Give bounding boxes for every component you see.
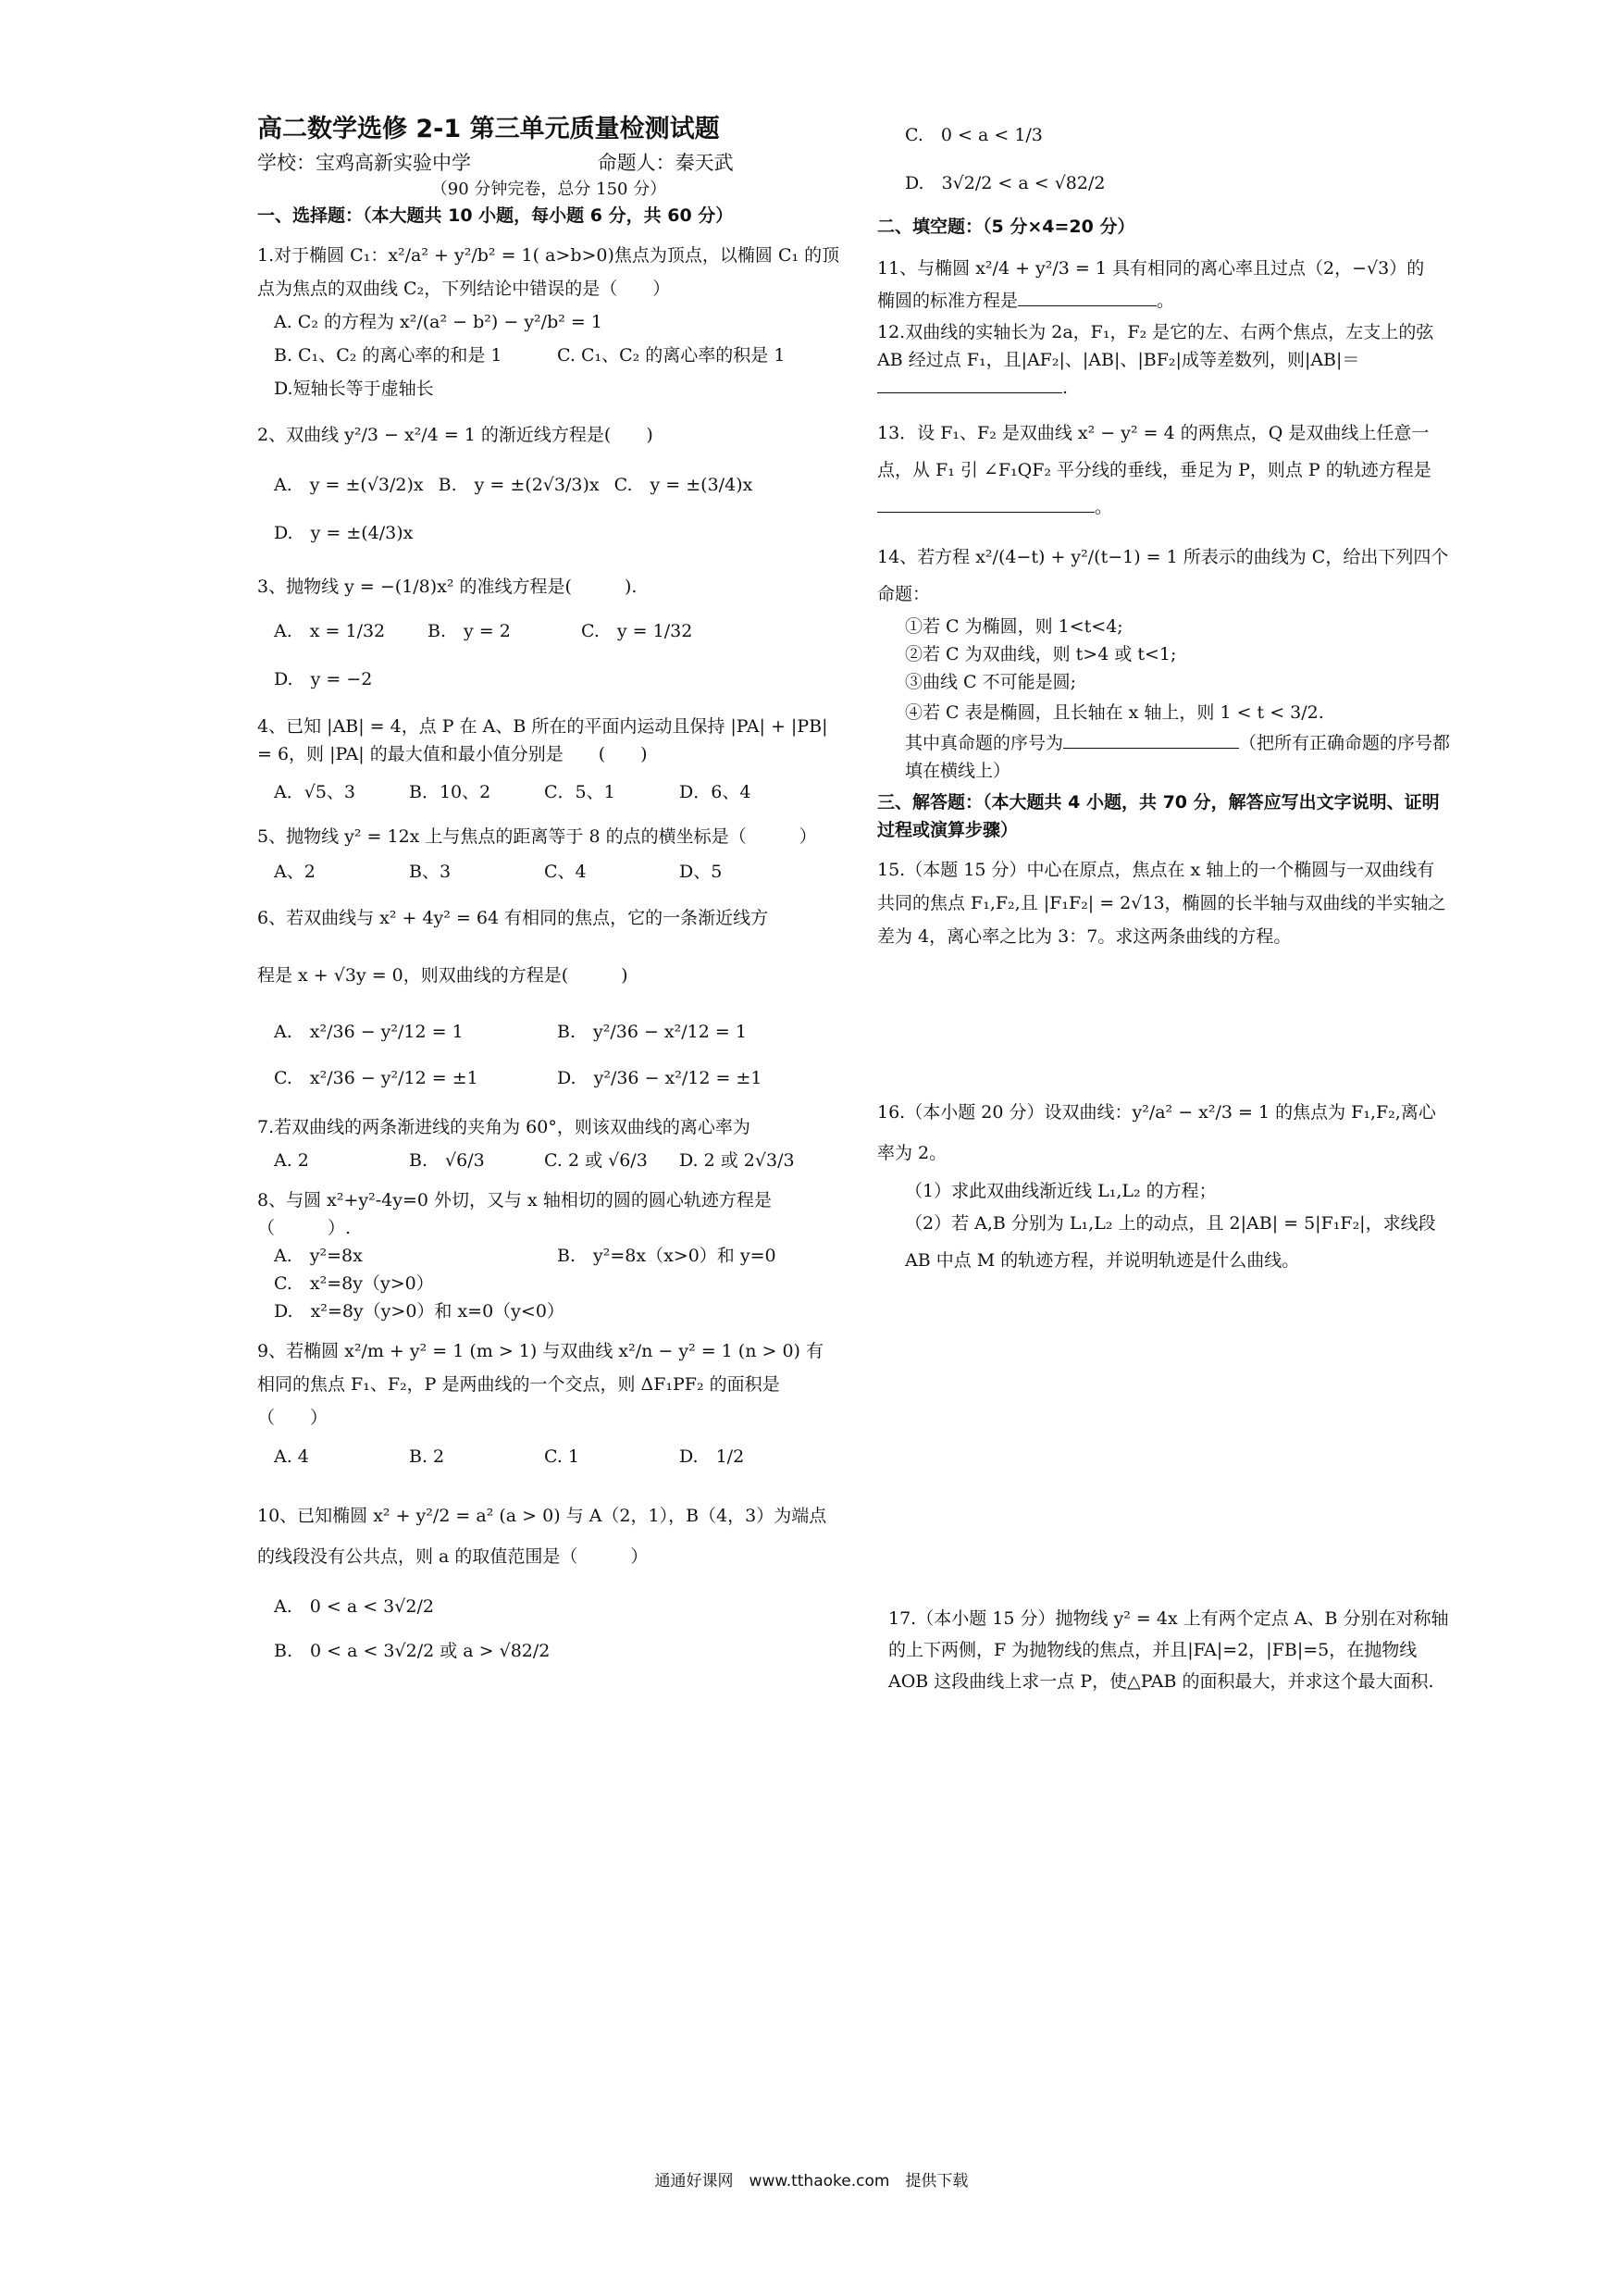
- option-c: C、4: [544, 862, 587, 882]
- question-4: [257, 713, 840, 809]
- stem-end: 。: [1157, 291, 1175, 311]
- answer-blank: [1063, 729, 1239, 749]
- question-16: [877, 1092, 1451, 1279]
- question-1: [257, 239, 840, 405]
- part-1: （1）求此双曲线渐近线 L₁,L₂ 的方程；: [905, 1181, 1217, 1201]
- question-stem-line-1: 6、若双曲线与 x² + 4y² = 64 有相同的焦点，它的一条渐近线方: [257, 908, 769, 928]
- option-c: C. y = 1/32: [581, 621, 693, 641]
- option-d: D. y = ±(4/3)x: [274, 523, 414, 543]
- question-options: [257, 776, 840, 809]
- question-11: [877, 250, 1451, 315]
- question-stem: 1.对于椭圆 C₁：x²/a² + y²/b² = 1( a>b>0)焦点为顶点，以椭圆 C₁ 的顶点为焦点的双曲线 C₂，下列结论中错误的是（ ）: [257, 245, 840, 299]
- option-c: C. 1: [544, 1446, 580, 1467]
- option-b: B．10、2: [409, 782, 491, 802]
- question-10: [257, 1496, 840, 1673]
- option-a: A. 0 < a < 3√2/2: [274, 1596, 434, 1617]
- question-6: [257, 898, 840, 1101]
- option-d: D. y = −2: [274, 669, 373, 689]
- question-17: [877, 1603, 1451, 1697]
- question-stem: 3、抛物线 y = −(1/8)x² 的准线方程是( ).: [257, 577, 638, 597]
- question-options: [257, 1009, 840, 1101]
- question-stem: 8、与圆 x²+y²-4y=0 外切，又与 x 轴相切的圆的圆心轨迹方程是（ ）.: [257, 1190, 772, 1238]
- question-options: [257, 461, 840, 557]
- option-b: B. 2: [409, 1446, 445, 1467]
- question-stem: 5、抛物线 y² = 12x 上与焦点的距离等于 8 的点的横坐标是（ ）: [257, 826, 817, 847]
- school-label: 学校：宝鸡高新实验中学: [257, 152, 471, 174]
- question-options: [257, 305, 840, 405]
- section-fill-heading: 二、填空题：（5 分×4=20 分）: [877, 217, 1135, 237]
- question-stem: 4、已知 |AB| = 4，点 P 在 A、B 所在的平面内运动且保持 |PA| + |PB| = 6，则 |PA| 的最大值和最小值分别是 ( ): [257, 716, 828, 764]
- question-stem: 9、若椭圆 x²/m + y² = 1 (m > 1) 与双曲线 x²/n − y² = 1 (n > 0) 有相同的焦点 F₁、F₂，P 是两曲线的一个交点，则 ΔF₁PF₂ 的面积是（ ）: [257, 1341, 824, 1428]
- question-3: [257, 566, 840, 703]
- option-b: B. y²/36 − x²/12 = 1: [557, 1022, 747, 1042]
- question-stem: 7.若双曲线的两条渐进线的夹角为 60°，则该双曲线的离心率为: [257, 1117, 750, 1137]
- option-c: C. x²=8y（y>0）: [274, 1273, 434, 1294]
- question-12: [877, 318, 1451, 402]
- option-d: D. 3√2/2 < a < √82/2: [905, 173, 1106, 193]
- exam-note: （90 分钟完卷，总分 150 分）: [430, 180, 667, 199]
- option-b: B. y = 2: [427, 621, 511, 641]
- question-14: [877, 539, 1451, 785]
- right-column: [877, 111, 1451, 1697]
- section-solve-heading: 三、解答题：（本大题共 4 小题，共 70 分，解答应写出文字说明、证明过程或演算步骤）: [877, 792, 1440, 840]
- question-15: [877, 853, 1451, 953]
- question-7: [257, 1111, 840, 1177]
- question-8: [257, 1186, 840, 1325]
- option-a: A. x = 1/32: [274, 621, 386, 641]
- question-options: [257, 1144, 840, 1177]
- answer-blank: [877, 493, 1095, 513]
- option-b: B、3: [409, 862, 452, 882]
- question-ask: [877, 729, 1451, 785]
- section-choice-heading: 一、选择题：（本大题共 10 小题，每小题 6 分，共 60 分）: [257, 205, 734, 226]
- option-c: C．5、1: [544, 782, 615, 802]
- option-b: B. √6/3: [409, 1150, 485, 1171]
- question-stem: 14、若方程 x²/(4−t) + y²/(t−1) = 1 所表示的曲线为 C，给出下列四个命题：: [877, 547, 1449, 604]
- option-a: A. y = ±(√3/2)x: [274, 475, 424, 495]
- proposition-3: ③曲线 C 不可能是圆;: [905, 672, 1077, 692]
- answer-blank: [1018, 287, 1157, 306]
- question-9: [257, 1334, 840, 1473]
- option-b: B. 0 < a < 3√2/2 或 a > √82/2: [274, 1641, 551, 1661]
- option-d: D. x²=8y（y>0）和 x=0（y<0）: [274, 1301, 564, 1322]
- option-d: D.短轴长等于虚轴长: [274, 379, 434, 399]
- question-stem-line-2: [877, 287, 1451, 315]
- question-options: [257, 607, 840, 703]
- question-options: [257, 1242, 840, 1325]
- stem-text: 12.双曲线的实轴长为 2a，F₁，F₂ 是它的左、右两个焦点，左支上的弦 AB 经过点 F₁，且|AF₂|、|AB|、|BF₂|成等差数列，则|AB|＝: [877, 322, 1434, 370]
- question-13: [877, 415, 1451, 526]
- question-options: [257, 855, 840, 888]
- option-d: D．6、4: [679, 782, 751, 802]
- option-a: A. 2: [274, 1150, 309, 1171]
- page-footer: 通通好课网 www.tthaoke.com 提供下载: [654, 2172, 969, 2191]
- option-c: C. C₁、C₂ 的离心率的积是 1: [557, 345, 786, 366]
- question-stem-line-2: 程是 x + √3y = 0，则双曲线的方程是( ): [257, 965, 628, 986]
- option-a: A. 4: [274, 1446, 309, 1467]
- page-title: 高二数学选修 2-1 第三单元质量检测试题: [257, 115, 720, 143]
- option-b: B. y = ±(2√3/3)x: [438, 475, 600, 495]
- option-b: B. C₁、C₂ 的离心率的和是 1: [274, 345, 502, 366]
- option-a: A. y²=8x: [274, 1246, 363, 1266]
- proposition-2: ②若 C 为双曲线，则 t>4 或 t<1;: [905, 644, 1177, 664]
- option-c: C. 2 或 √6/3: [544, 1150, 648, 1171]
- stem-end: 。: [1095, 497, 1113, 517]
- option-c: C. x²/36 − y²/12 = ±1: [274, 1068, 478, 1088]
- stem-text: 13．设 F₁、F₂ 是双曲线 x² − y² = 4 的两焦点，Q 是双曲线上任意一点，从 F₁ 引 ∠F₁QF₂ 平分线的垂线，垂足为 P，则点 P 的轨迹方程是: [877, 423, 1431, 480]
- part-2: （2）若 A,B 分别为 L₁,L₂ 上的动点，且 2|AB| = 5|F₁F₂|，求线段 AB 中点 M 的轨迹方程，并说明轨迹是什么曲线。: [905, 1213, 1436, 1271]
- question-10-options-continued: [877, 111, 1451, 207]
- ask-note: （把所有正确命题的序号都填在横线上）: [905, 733, 1451, 781]
- option-d: D. y²/36 − x²/12 = ±1: [557, 1068, 762, 1088]
- question-5: [257, 818, 840, 888]
- option-d: D、5: [679, 862, 723, 882]
- question-stem: 10、已知椭圆 x² + y²/2 = a² (a > 0) 与 A（2，1），B（4，3）为端点的线段没有公共点，则 a 的取值范围是（ ）: [257, 1506, 827, 1567]
- question-options: [257, 1440, 840, 1473]
- question-stem: 椭圆的标准方程是: [877, 291, 1019, 311]
- option-a: A．√5、3: [274, 782, 356, 802]
- proposition-4: ④若 C 表是椭圆，且长轴在 x 轴上，则 1 < t < 3/2.: [905, 702, 1324, 723]
- option-c: C. y = ±(3/4)x: [613, 475, 753, 495]
- proposition-1: ①若 C 为椭圆，则 1<t<4;: [905, 616, 1123, 637]
- question-stem: 15.（本题 15 分）中心在原点，焦点在 x 轴上的一个椭圆与一双曲线有共同的焦点 F₁,F₂,且 |F₁F₂| = 2√13，椭圆的长半轴与双曲线的半实轴之差为 4，离心率之比为 3：7。求这两条曲线的方程。: [877, 860, 1446, 947]
- question-stem: [877, 415, 1451, 526]
- question-stem-line-1: 11、与椭圆 x²/4 + y²/3 = 1 具有相同的离心率且过点（2，−√3）的: [877, 258, 1425, 279]
- question-stem: 16.（本小题 20 分）设双曲线：y²/a² − x²/3 = 1 的焦点为 F₁,F₂,离心率为 2。: [877, 1102, 1436, 1163]
- question-stem: [877, 318, 1451, 402]
- question-options: [257, 1584, 840, 1673]
- answer-blank: [877, 374, 1062, 393]
- question-stem: 17.（本小题 15 分）抛物线 y² = 4x 上有两个定点 A、B 分别在对称轴的上下两侧，F 为抛物线的焦点，并且|FA|=2，|FB|=5，在抛物线 AOB 这段曲线上求一点 P，使△PAB 的面积最大，并求这个最大面积.: [888, 1608, 1449, 1692]
- option-a: A、2: [274, 862, 316, 882]
- ask-text: 其中真命题的序号为: [905, 733, 1064, 753]
- option-a: A. x²/36 − y²/12 = 1: [274, 1022, 464, 1042]
- left-column: [257, 111, 840, 1673]
- stem-end: .: [1062, 378, 1069, 398]
- question-2: [257, 415, 840, 557]
- author-label: 命题人：秦天武: [597, 152, 734, 174]
- option-b: B. y²=8x（x>0）和 y=0: [557, 1246, 776, 1266]
- option-d: D. 2 或 2√3/3: [679, 1150, 795, 1171]
- option-c: C. 0 < a < 1/3: [905, 125, 1043, 145]
- question-stem: 2、双曲线 y²/3 − x²/4 = 1 的渐近线方程是( ): [257, 425, 653, 445]
- option-d: D. 1/2: [679, 1446, 745, 1467]
- header-meta: [257, 148, 840, 178]
- option-a: A. C₂ 的方程为 x²/(a² − b²) − y²/b² = 1: [274, 312, 602, 332]
